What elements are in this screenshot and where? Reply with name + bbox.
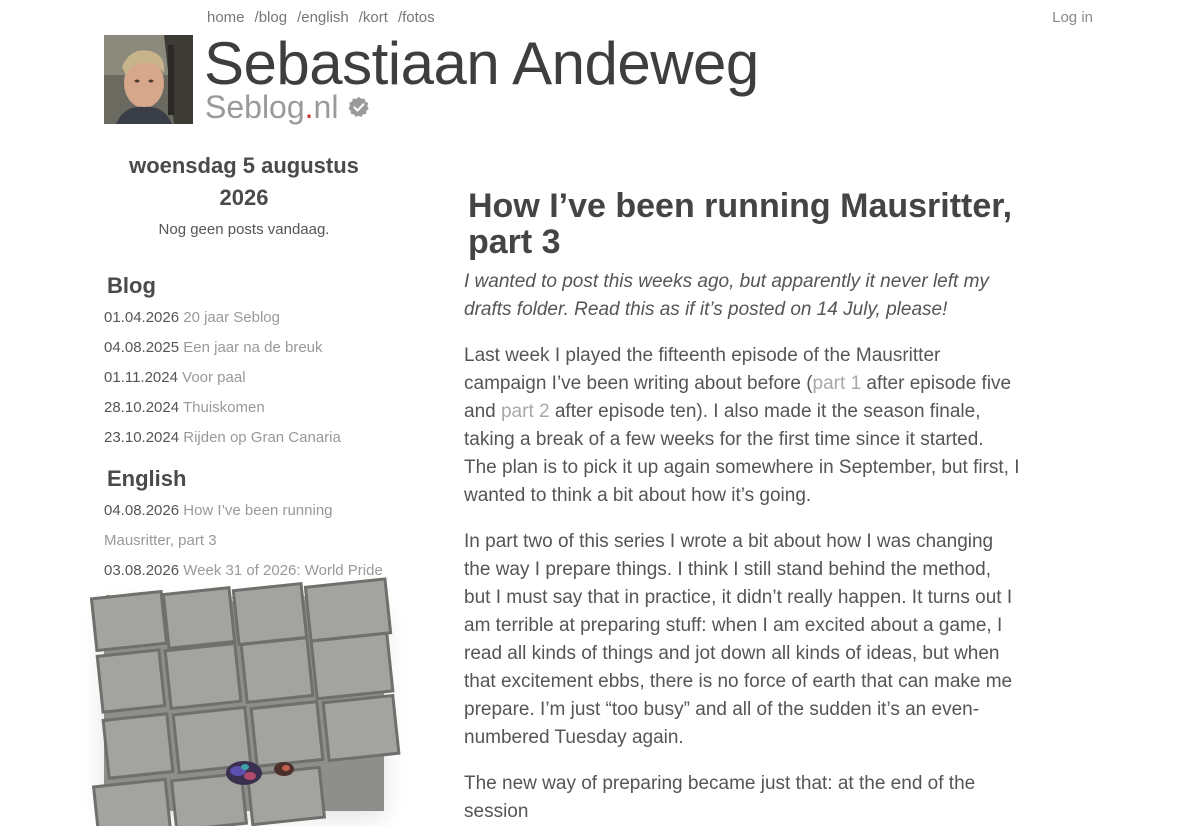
part-1-link[interactable]: part 1 <box>812 373 862 394</box>
featured-photo[interactable] <box>104 601 384 811</box>
article-paragraph: In part two of this series I wrote a bit about how I was changing the way I prepare things. I think I still stand behind the method, but I must say that in practice, it didn’t really happen. It turns out I am terrible at preparing stuff: when I am excited about a game, I read all kinds of things and jot down all kinds of ideas, but when that excitement ebbs, there is no force of earth that can make me prepare. I’m just “too busy” and all of the sudden it’s an even-numbered Tuesday again. <box>464 531 1013 748</box>
site-subtitle-tld: nl <box>313 89 339 125</box>
list-item <box>104 303 384 333</box>
post-date: 28.10.2024 <box>104 399 180 416</box>
nav-home-link[interactable]: home <box>207 9 245 26</box>
article-intro: I wanted to post this weeks ago, but apparently it never left my drafts folder. Read this as if it’s posted on 14 July, please! <box>464 271 989 320</box>
site-subtitle-dot: . <box>304 89 314 125</box>
post-link[interactable]: Een jaar na de breuk <box>183 339 323 356</box>
nav-kort-link[interactable]: /kort <box>358 9 388 26</box>
avatar-photo <box>104 35 193 124</box>
post-date: 03.08.2026 <box>104 562 180 579</box>
post-date: 23.10.2024 <box>104 429 180 446</box>
site-subtitle[interactable] <box>205 88 370 126</box>
post-link[interactable]: Rijden op Gran Canaria <box>183 429 341 446</box>
post-date: 04.08.2026 <box>104 502 180 519</box>
post-link[interactable]: Week 31 of 2026: World Pride <box>183 562 383 579</box>
list-item <box>104 363 384 393</box>
list-item <box>104 496 384 556</box>
post-link[interactable]: How I’ve been running Mausritter, part 3 <box>104 502 333 549</box>
no-posts-message: Nog geen posts vandaag. <box>158 221 330 238</box>
post-link[interactable]: Voor paal <box>182 369 246 386</box>
post-date: 04.08.2025 <box>104 339 180 356</box>
login-link[interactable]: Log in <box>1052 9 1093 26</box>
site-subtitle-name: Seblog <box>205 89 305 125</box>
article-paragraph: The new way of preparing became just that: at the end of the session <box>464 773 976 822</box>
nav-english-link[interactable]: /english <box>297 9 349 26</box>
today-date-heading: woensdag 5 augustus 2026 <box>129 153 359 210</box>
paragraph-text: after episode ten). I also made it the season finale, taking a break of a few weeks for the first time since it started. The plan is to pick it up again somewhere in September, but first, I wanted to think a bit about how it’s going. <box>464 401 1020 506</box>
english-section-title[interactable]: English <box>107 466 187 491</box>
post-link[interactable]: Thuiskomen <box>182 399 265 416</box>
nav-fotos-link[interactable]: /fotos <box>397 9 435 26</box>
cobblestone-photo <box>104 601 384 811</box>
post-date: 01.04.2026 <box>104 309 180 326</box>
article-title[interactable]: How I’ve been running Mausritter, part 3 <box>468 187 1013 261</box>
article <box>464 188 1020 826</box>
site-title[interactable]: Sebastiaan Andeweg <box>204 30 759 97</box>
paragraph-text: after episode five and <box>464 373 1012 422</box>
top-navigation <box>207 9 435 26</box>
list-item <box>104 333 384 363</box>
blog-section-title[interactable]: Blog <box>107 273 156 298</box>
list-item <box>104 393 384 423</box>
list-item <box>104 423 384 453</box>
post-date: 01.11.2024 <box>104 369 178 386</box>
blog-post-list <box>104 303 384 453</box>
list-item <box>104 556 384 586</box>
post-link[interactable]: 20 jaar Seblog <box>183 309 280 326</box>
verified-badge-icon <box>348 88 370 126</box>
sidebar <box>104 150 384 616</box>
paragraph-text: Last week I played the fifteenth episode of the Mausritter campaign I’ve been writing about before ( <box>464 345 941 394</box>
part-2-link[interactable]: part 2 <box>500 401 550 422</box>
avatar[interactable] <box>104 35 193 124</box>
nav-blog-link[interactable]: /blog <box>254 9 288 26</box>
article-paragraph <box>464 342 1020 510</box>
